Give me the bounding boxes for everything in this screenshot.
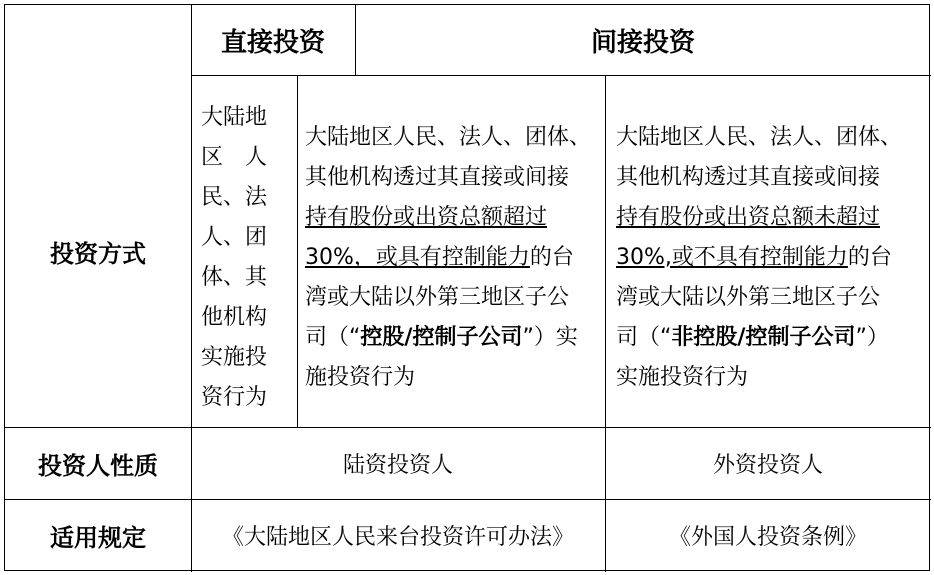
bold-text: 控股/控制子公司 bbox=[360, 325, 523, 350]
grid-line bbox=[191, 75, 931, 76]
text-span: 其他机构透过其直接或间接 bbox=[616, 165, 881, 190]
text-line bbox=[305, 278, 601, 318]
text-line bbox=[616, 358, 928, 398]
underlined-text: 30%,或不具有控制能力 bbox=[616, 245, 848, 270]
text-span: ”）实 bbox=[522, 325, 578, 350]
method-direct-self-line: 区 人 bbox=[201, 145, 268, 170]
bold-text: 非控股/控制子公司 bbox=[671, 325, 856, 350]
header-direct: 直接投资 bbox=[220, 27, 325, 58]
method-direct-self-line: 资行为 bbox=[201, 385, 268, 410]
text-span: 的台 bbox=[847, 245, 892, 270]
method-direct-self-line: 大陆地 bbox=[201, 105, 268, 130]
method-direct-self-line: 体、其 bbox=[201, 265, 268, 290]
text-span: 湾或大陆以外第三地区子公 bbox=[616, 285, 881, 310]
text-span: 司（“ bbox=[305, 325, 361, 350]
method-direct-self bbox=[201, 98, 291, 418]
text-line bbox=[616, 278, 928, 318]
header-indirect: 间接投资 bbox=[590, 27, 695, 58]
rules-indirect: 《外国人投资条例》 bbox=[668, 525, 867, 550]
text-span: 其他机构透过其直接或间接 bbox=[305, 165, 570, 190]
text-line bbox=[616, 318, 928, 358]
text-span: 施投资行为 bbox=[305, 365, 416, 390]
method-direct-self-line: 民、法 bbox=[201, 185, 268, 210]
method-direct-self-line: 他机构 bbox=[201, 305, 268, 330]
text-line bbox=[305, 358, 601, 398]
grid-line bbox=[297, 75, 298, 427]
text-span: 实施投资行为 bbox=[616, 365, 749, 390]
text-line bbox=[305, 238, 601, 278]
underlined-text: 持有股份或出资总额未超过 bbox=[616, 205, 881, 230]
text-line bbox=[616, 158, 928, 198]
nature-direct: 陆资投资人 bbox=[342, 452, 453, 478]
row-label-rules: 适用规定 bbox=[50, 524, 146, 552]
method-indirect bbox=[616, 118, 928, 398]
comparison-table bbox=[4, 4, 930, 571]
text-line bbox=[616, 238, 928, 278]
text-span: ”） bbox=[855, 325, 889, 350]
nature-indirect: 外资投资人 bbox=[712, 452, 823, 478]
text-line bbox=[305, 318, 601, 358]
text-line bbox=[616, 118, 928, 158]
text-line bbox=[305, 198, 601, 238]
method-direct-self-line: 人、团 bbox=[201, 225, 268, 250]
rules-direct: 《大陆地区人民来台投资许可办法》 bbox=[221, 525, 574, 550]
text-line bbox=[305, 118, 601, 158]
text-line bbox=[616, 198, 928, 238]
text-span: 大陆地区人民、法人、团体、 bbox=[305, 125, 592, 150]
text-line bbox=[305, 158, 601, 198]
text-span: 司（“ bbox=[616, 325, 672, 350]
method-direct-subsidiary bbox=[305, 118, 601, 398]
text-span: 的台 bbox=[529, 245, 574, 270]
underlined-text: 持有股份或出资总额超过 bbox=[305, 205, 548, 230]
row-label-nature: 投资人性质 bbox=[38, 451, 158, 480]
method-direct-self-line: 实施投 bbox=[201, 345, 268, 370]
underlined-text: 30%，或具有控制能力 bbox=[305, 245, 530, 270]
text-span: 大陆地区人民、法人、团体、 bbox=[616, 125, 903, 150]
row-label-method: 投资方式 bbox=[50, 239, 146, 268]
text-span: 湾或大陆以外第三地区子公 bbox=[305, 285, 570, 310]
